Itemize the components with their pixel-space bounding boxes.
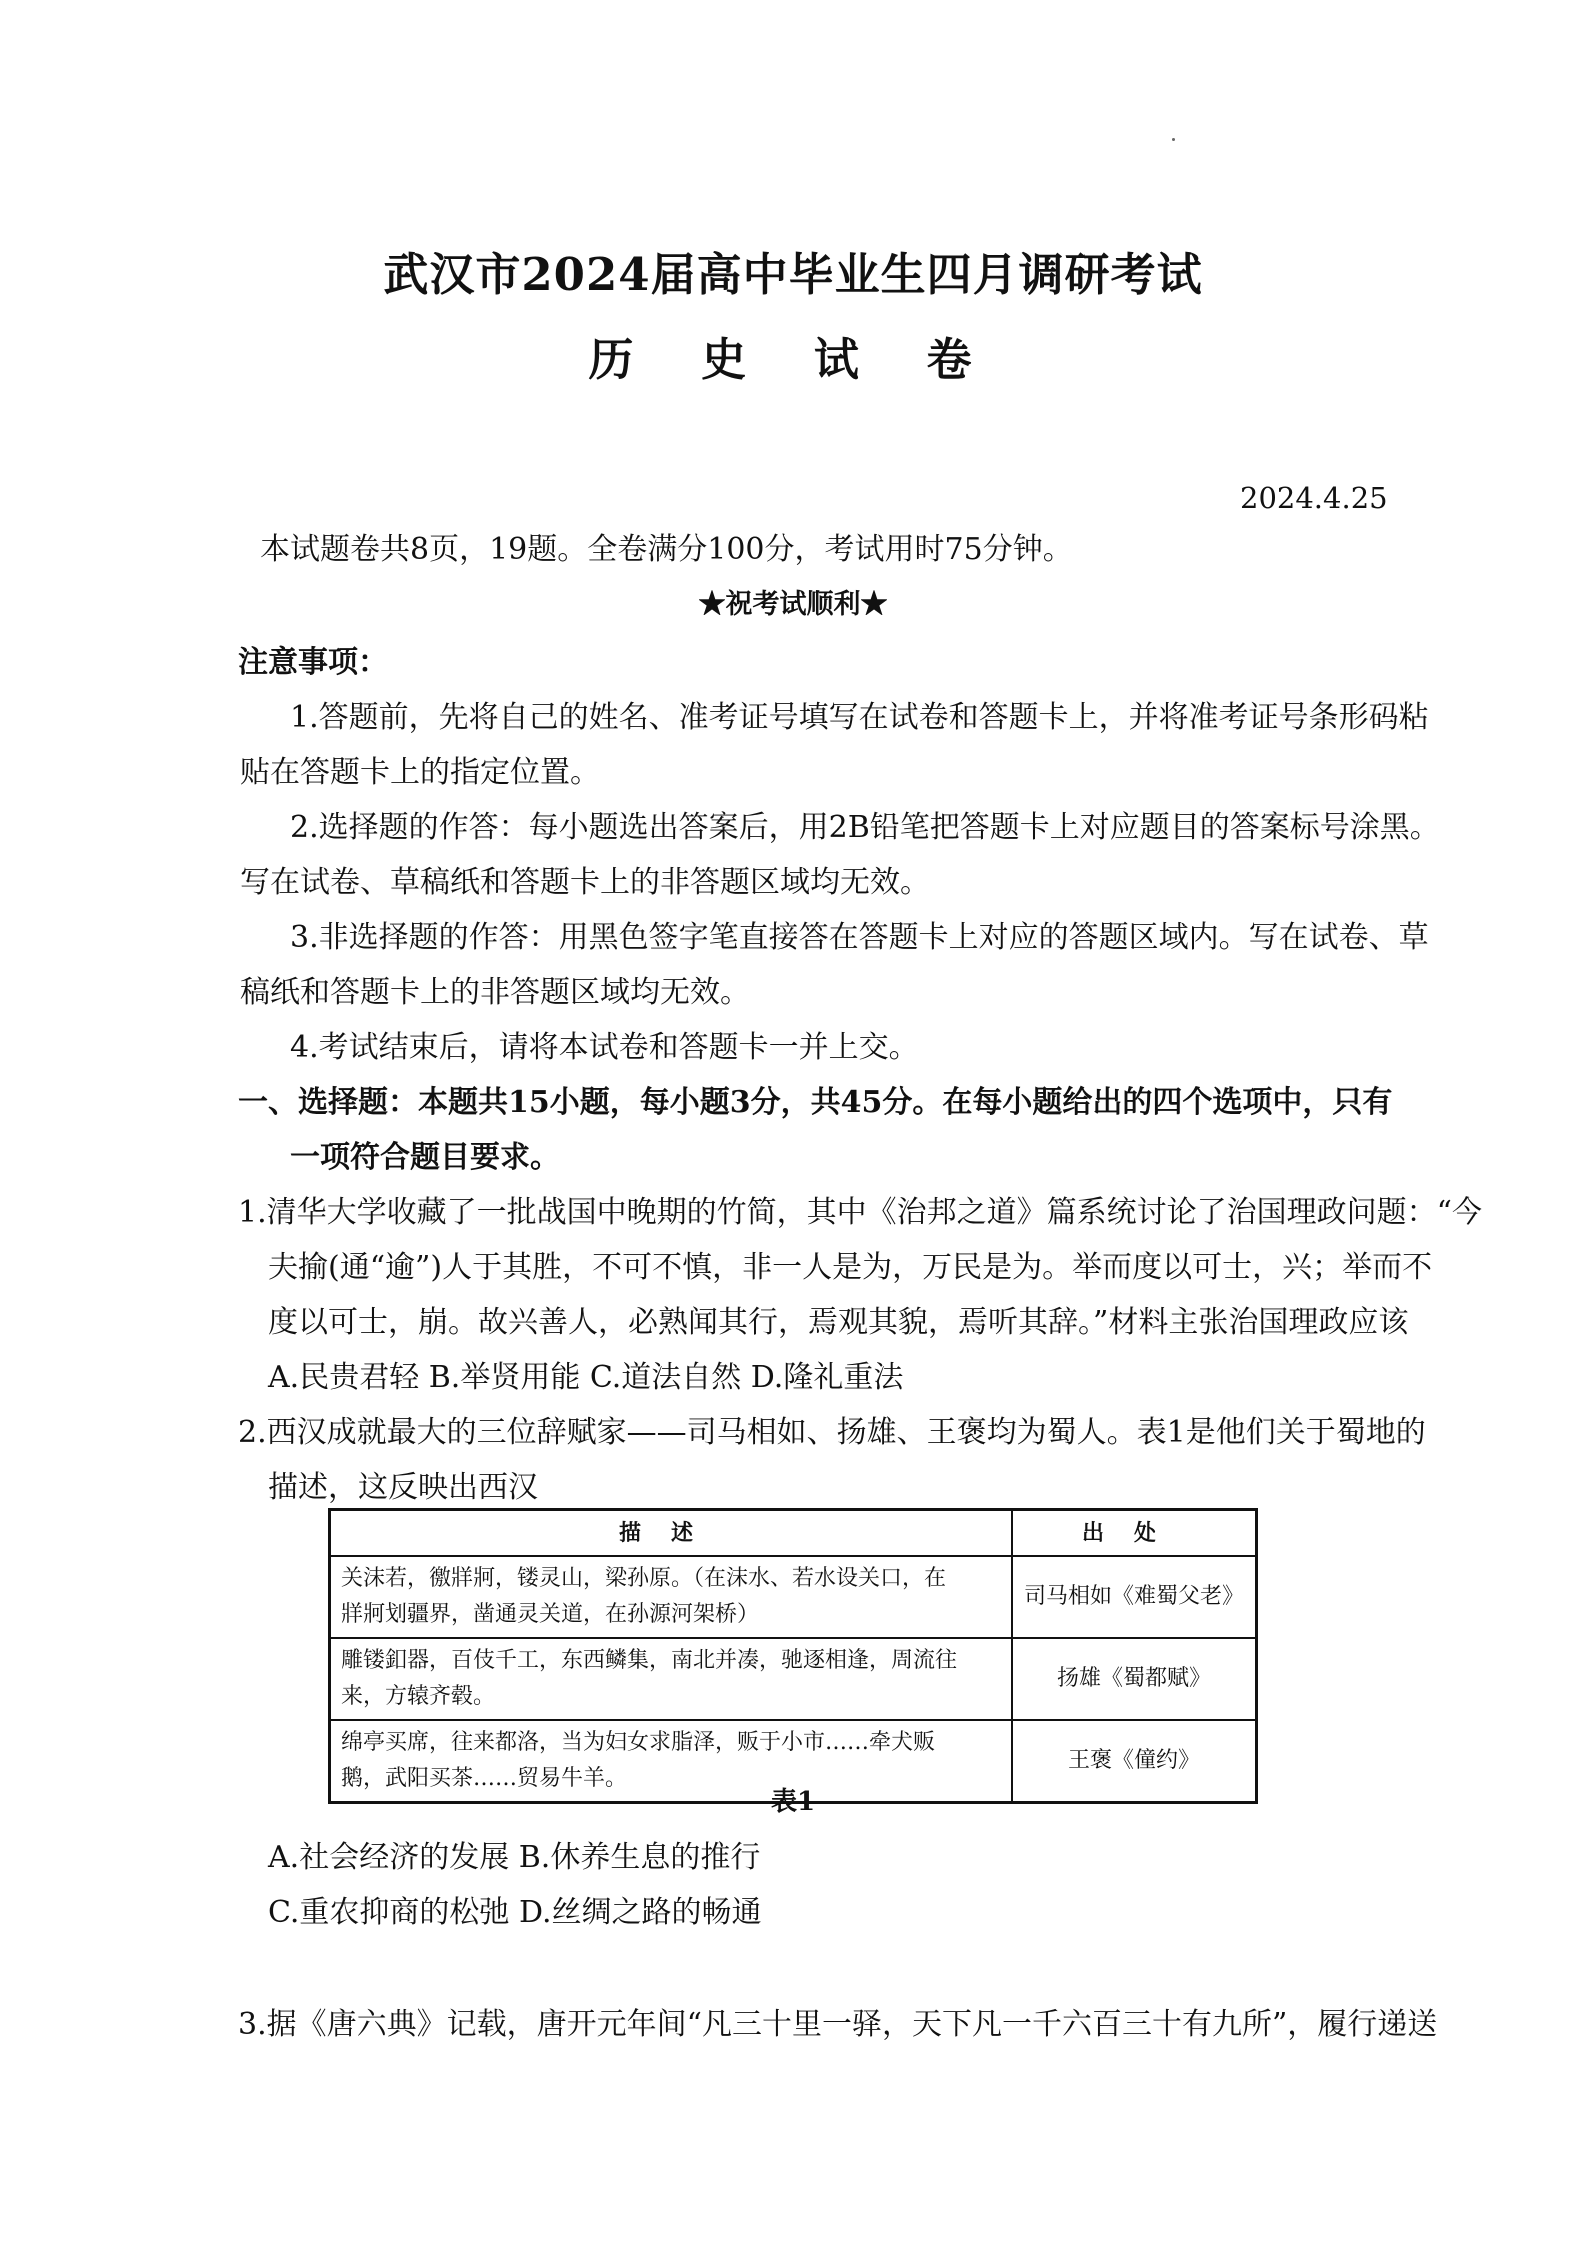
notice-item-4: 4.考试结束后，请将本试卷和答题卡一并上交。 (290, 1030, 919, 1065)
notice-item-3: 3.非选择题的作答：用黑色签字笔直接答在答题卡上对应的答题区域内。写在试卷、草 (290, 920, 1429, 955)
table-cell-source: 扬雄《蜀都赋》 (1012, 1638, 1257, 1720)
question-3-stem-1: 3.据《唐六典》记载，唐开元年间“凡三十里一驿，天下凡一千六百三十有九所”，履行递送 (238, 2007, 1438, 2042)
desc-line: 来，方辕齐毂。 (341, 1684, 496, 1709)
table-cell-source: 王褒《僮约》 (1012, 1720, 1257, 1803)
question-1-stem-2: 夫揄(通“逾”)人于其胜，不可不慎，非一人是为，万民是为。举而度以可士，兴；举而不 (268, 1250, 1433, 1285)
table-caption: 表1 (770, 1787, 816, 1817)
exam-subtitle: 历 史 试 卷 (588, 333, 998, 386)
exam-title: 武汉市2024届高中毕业生四月调研考试 (383, 248, 1203, 301)
table-header-row (330, 1510, 1257, 1557)
scan-speck (1172, 138, 1175, 141)
desc-line: 鹅，武阳买茶……贸易牛羊。 (341, 1766, 628, 1791)
question-1-stem-1: 1.清华大学收藏了一批战国中晚期的竹简，其中《治邦之道》篇系统讨论了治国理政问题：“今 (238, 1195, 1482, 1230)
notice-item-2-cont: 写在试卷、草稿纸和答题卡上的非答题区域均无效。 (240, 865, 930, 900)
exam-intro: 本试题卷共8页，19题。全卷满分100分，考试用时75分钟。 (260, 532, 1073, 567)
desc-line: 雕镂釦器，百伎千工，东西鳞集，南北并凑，驰逐相逢，周流往 (341, 1648, 958, 1673)
question-2-stem-2: 描述，这反映出西汉 (268, 1470, 538, 1505)
notice-item-3-cont: 稿纸和答题卡上的非答题区域均无效。 (240, 975, 750, 1010)
notice-heading: 注意事项： (238, 645, 388, 680)
desc-line: 绵亭买席，往来都洛，当为妇女求脂泽，贩于小市……牵犬贩 (341, 1730, 936, 1755)
blessing-line: ★祝考试顺利★ (698, 589, 888, 620)
table-row (330, 1638, 1257, 1720)
notice-item-1-cont: 贴在答题卡上的指定位置。 (240, 755, 600, 790)
desc-line: 牂牁划疆界，凿通灵关道，在孙源河架桥） (341, 1602, 760, 1627)
exam-date: 2024.4.25 (1240, 481, 1388, 515)
question-2-options-1: A.社会经济的发展 B.休养生息的推行 (268, 1840, 761, 1875)
table-header-source: 出处 (1012, 1510, 1257, 1557)
table-1 (328, 1508, 1258, 1804)
desc-line: 关沫若，徼牂牁，镂灵山，梁孙原。（在沫水、若水设关口，在 (341, 1566, 947, 1591)
section-1-heading-cont: 一项符合题目要求。 (290, 1140, 560, 1175)
table-cell-desc (330, 1638, 1013, 1720)
section-1-heading: 一、选择题：本题共15小题，每小题3分，共45分。在每小题给出的四个选项中，只有 (238, 1085, 1393, 1120)
table-cell-desc (330, 1556, 1013, 1638)
question-1-options: A.民贵君轻 B.举贤用能 C.道法自然 D.隆礼重法 (268, 1360, 904, 1395)
table-row (330, 1556, 1257, 1638)
question-2-options-2: C.重农抑商的松弛 D.丝绸之路的畅通 (268, 1895, 762, 1930)
notice-item-2: 2.选择题的作答：每小题选出答案后，用2B铅笔把答题卡上对应题目的答案标号涂黑。 (290, 810, 1440, 845)
question-2-stem-1: 2.西汉成就最大的三位辞赋家——司马相如、扬雄、王褒均为蜀人。表1是他们关于蜀地的 (238, 1415, 1426, 1450)
table-header-desc: 描述 (330, 1510, 1013, 1557)
table-cell-source: 司马相如《难蜀父老》 (1012, 1556, 1257, 1638)
notice-item-1: 1.答题前，先将自己的姓名、准考证号填写在试卷和答题卡上，并将准考证号条形码粘 (290, 700, 1429, 735)
question-1-stem-3: 度以可士，崩。故兴善人，必熟闻其行，焉观其貌，焉听其辞。”材料主张治国理政应该 (268, 1305, 1409, 1340)
